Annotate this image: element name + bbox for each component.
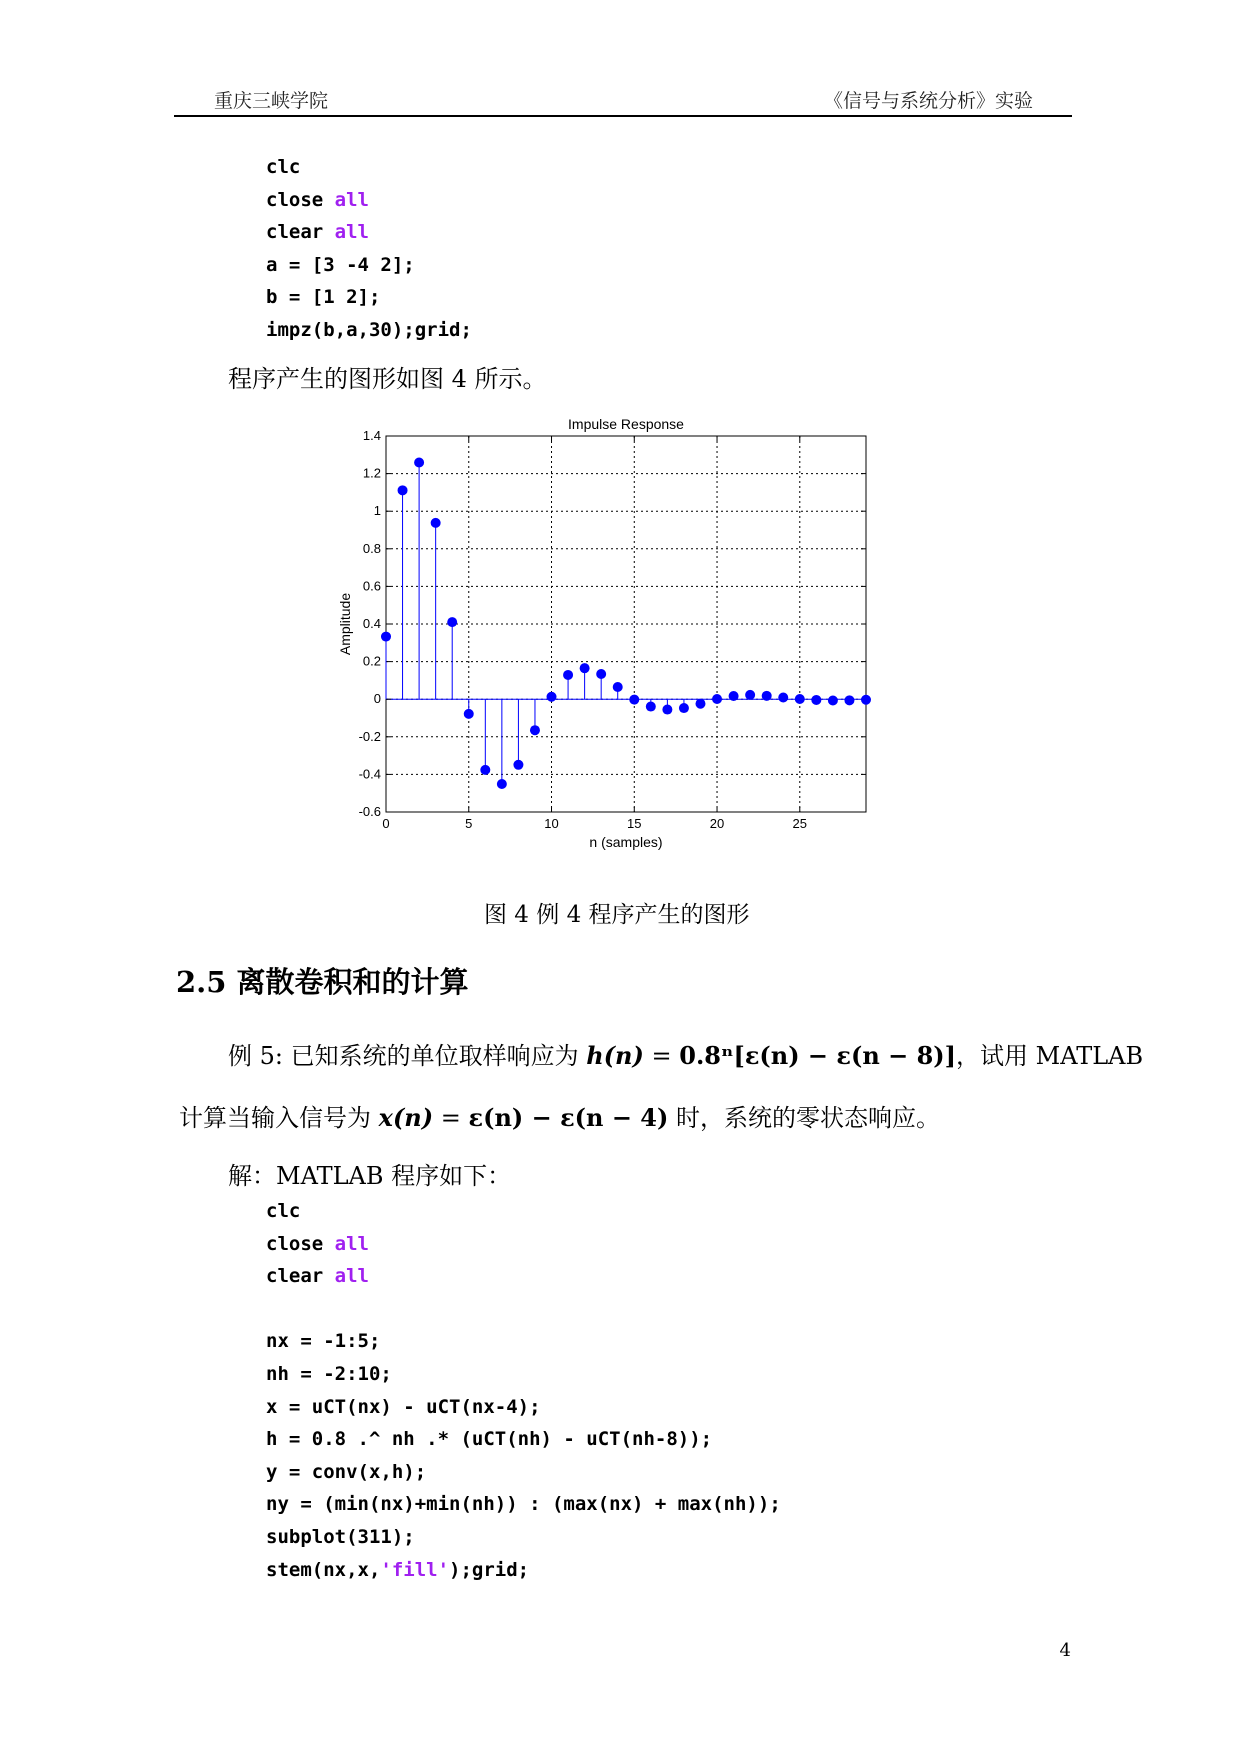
code-line: close all [266,1232,369,1255]
stem-marker [762,691,772,701]
y-axis-label: Amplitude [337,592,353,656]
stem-marker [596,669,606,679]
x-tick-label: 15 [627,816,642,831]
stem-marker [480,765,490,775]
y-tick-label: -0.6 [358,804,381,819]
stem-marker [712,694,722,704]
code-line: impz(b,a,30);grid; [266,318,472,341]
x-tick-label: 0 [382,816,390,831]
y-tick-label: 1.2 [362,465,381,481]
h-rhs: 0.8ⁿ[ε(n) − ε(n − 8)] [679,1041,957,1070]
code-line: stem(nx,x,'fill');grid; [266,1558,530,1581]
y-tick-label: -0.2 [358,728,381,744]
y-tick-label: 0.2 [362,653,381,669]
x-axis-label: n (samples) [589,834,663,850]
code-line: clear all [266,221,369,244]
code-line: nx = -1:5; [266,1330,381,1353]
stem-marker [646,702,656,712]
example-5-line-1 [228,1036,1143,1071]
header-rule [174,115,1072,117]
x-tick-label: 10 [544,816,559,831]
y-tick-label: 1 [373,503,381,519]
header-school: 重庆三峡学院 [214,90,329,112]
stem-marker [447,617,457,627]
code-line: nh = -2:10; [266,1362,392,1385]
stem-marker [679,703,689,713]
x-tick-label: 20 [709,816,725,831]
y-tick-label: 0.8 [362,540,381,556]
stem-marker [547,692,557,702]
example-5-line-2 [179,1098,940,1133]
code-line: clc [266,1200,301,1222]
stem-marker [828,696,838,706]
code-block-1 [266,151,472,347]
stem-marker [861,695,871,705]
equals-sign: = [651,1042,672,1070]
code-line [266,1293,781,1326]
stem-marker [563,670,573,680]
code-line: close all [266,188,369,211]
section-title: 2.5 离散卷积和的计算 [176,965,469,999]
page-number: 4 [1059,1640,1071,1661]
chart-title: Impulse Response [568,416,684,432]
solution-intro: 解：MATLAB 程序如下： [228,1162,512,1190]
code-line: ny = (min(nx)+min(nh)) : (max(nx) + max(nh)); [266,1493,781,1516]
code-line: subplot(311); [266,1525,415,1548]
stem-marker [778,693,788,703]
code-line: clc [266,156,301,178]
stem-marker [431,518,441,528]
code-block-2 [266,1195,781,1586]
stem-marker [613,682,623,692]
code-line: clear all [266,1265,369,1288]
h-lhs: h(n) [586,1041,644,1070]
stem-marker [513,760,523,770]
stem-marker [729,691,739,701]
header-course: 《信号与系统分析》实验 [823,90,1033,112]
stem-marker [662,705,672,715]
x-tick-label: 25 [792,816,808,831]
y-tick-label: -0.4 [358,766,381,782]
stem-marker [811,695,821,705]
y-tick-label: 0 [373,691,381,707]
stem-marker [398,485,408,495]
figure-caption: 图 4 例 4 程序产生的图形 [484,902,750,928]
code-line: a = [3 -4 2]; [266,253,415,276]
x-lhs: x(n) [378,1103,434,1132]
impulse-response-chart [320,412,880,872]
y-tick-label: 1.4 [362,428,381,443]
stem-marker [464,709,474,719]
stem-marker [745,690,755,700]
stem-marker [580,663,590,673]
stem-marker [530,725,540,735]
code-line: y = conv(x,h); [266,1460,427,1483]
y-tick-label: 0.4 [362,616,381,631]
x-tick-label: 5 [465,816,473,831]
example-5-mid: ，试用 MATLAB [956,1042,1144,1070]
stem-marker [497,779,507,789]
stem-marker [695,699,705,709]
y-tick-label: 0.6 [362,578,381,594]
stem-marker [795,694,805,704]
stem-marker [381,632,391,642]
x-rhs: ε(n) − ε(n − 4) [468,1103,669,1132]
code-line: b = [1 2]; [266,286,381,309]
example-5-prefix: 例 5: 已知系统的单位取样响应为 [228,1042,587,1070]
code-line: h = 0.8 .^ nh .* (uCT(nh) - uCT(nh-8)); [266,1428,713,1451]
equals-sign-2: = [440,1104,461,1132]
code-line: x = uCT(nx) - uCT(nx-4); [266,1395,541,1418]
paragraph-figure-ref: 程序产生的图形如图 4 所示。 [228,365,547,393]
stem-marker [414,458,424,468]
example-5-line-2-prefix: 计算当输入信号为 [179,1104,379,1132]
stem-marker [844,695,854,705]
stem-marker [629,695,639,705]
example-5-line-2-suffix: 时，系统的零状态响应。 [668,1104,940,1132]
